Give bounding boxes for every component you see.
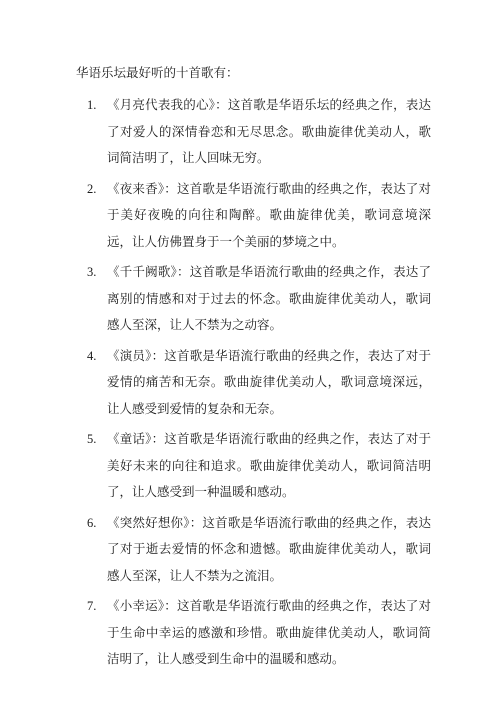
- item-text: 《千千阙歌》：这首歌是华语流行歌曲的经典之作，表达了离别的情感和对于过去的怀念。歌曲旋律优美动人，歌词感人至深，让人不禁为之动容。: [107, 264, 431, 332]
- item-text: 《小幸运》：这首歌是华语流行歌曲的经典之作，表达了对于生命中幸运的感激和珍惜。歌曲旋律优美动人，歌词简洁明了，让人感受到生命中的温暖和感动。: [107, 598, 431, 666]
- list-item: [0, 259, 496, 339]
- item-number: 4.: [87, 348, 97, 363]
- item-text: 《夜来香》：这首歌是华语流行歌曲的经典之作，表达了对于美好夜晚的向往和陶醉。歌曲旋律优美，歌词意境深远，让人仿佛置身于一个美丽的梦境之中。: [107, 180, 431, 249]
- item-number: 3.: [87, 265, 97, 279]
- item-number: 7.: [87, 599, 97, 613]
- list-item: [0, 426, 496, 506]
- item-text: 《突然好想你》：这首歌是华语流行歌曲的经典之作，表达了对于逝去爱情的怀念和遗憾。歌曲旋律优美动人，歌词感人至深，让人不禁为之流泪。: [107, 514, 431, 583]
- item-number: 6.: [87, 515, 97, 530]
- song-list: [0, 92, 496, 677]
- item-number: 5.: [87, 432, 97, 446]
- item-text: 《月亮代表我的心》：这首歌是华语乐坛的经典之作，表达了对爱人的深情眷恋和无尽思念。歌曲旋律优美动人，歌词简洁明了，让人回味无穷。: [107, 97, 431, 165]
- list-item: [0, 343, 496, 423]
- list-item: [0, 176, 496, 256]
- item-text: 《童话》：这首歌是华语流行歌曲的经典之作，表达了对于美好未来的向往和追求。歌曲旋律优美动人，歌词简洁明了，让人感受到一种温暖和感动。: [107, 431, 431, 499]
- item-number: 2.: [87, 181, 97, 196]
- item-number: 1.: [87, 98, 97, 112]
- list-item: [0, 510, 496, 590]
- list-item: [0, 92, 496, 172]
- item-text: 《演员》：这首歌是华语流行歌曲的经典之作，表达了对于爱情的痛苦和无奈。歌曲旋律优美动人，歌词意境深远，让人感受到爱情的复杂和无奈。: [107, 347, 431, 416]
- intro-text: 华语乐坛最好听的十首歌有：: [76, 65, 239, 80]
- list-item: [0, 593, 496, 673]
